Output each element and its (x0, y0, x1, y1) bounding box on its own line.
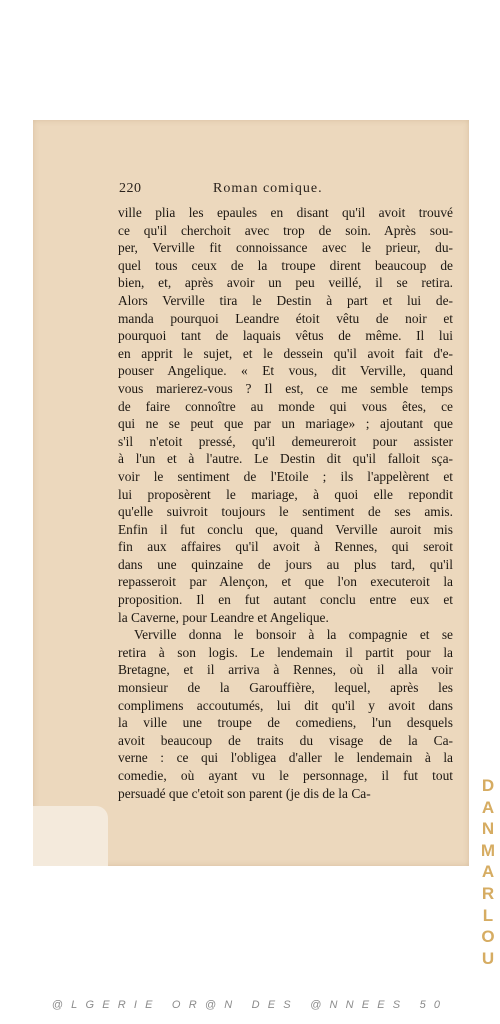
text-line: verne : ce qui l'obligea d'aller le lendemain à la (118, 750, 453, 766)
page-body (118, 204, 453, 802)
text-line: monsieur de la Garouffière, lequel, après les (118, 680, 453, 696)
text-line: repasseroit par Alençon, et que l'on executeroit la (118, 574, 453, 590)
text-line: bien, et, après avoir un peu veillé, il se retira. (118, 275, 453, 291)
text-line: Verville donna le bonsoir à la compagnie et se (134, 627, 453, 643)
text-line: qui ne se peut que par un mariage» ; ajoutant que (118, 416, 453, 432)
text-line: Enfin il fut conclu que, quand Verville auroit mis (118, 521, 453, 537)
watermark-letter: A (481, 862, 495, 882)
text-line: qu'elle suivroit toujours le sentiment de ses amis. (118, 504, 453, 520)
scanned-book-page (33, 120, 469, 866)
text-line: Alors Verville tira le Destin à part et lui de- (118, 292, 453, 308)
paper-corner (33, 806, 108, 866)
text-line: retira à son logis. Le lendemain il partit pour la (118, 644, 453, 660)
text-line: Bretagne, et il arriva à Rennes, où il alla voir (118, 662, 453, 678)
footer-watermark: @LGERIE OR@N DES @NNEES 50 (51, 999, 449, 1011)
paragraph-2 (118, 626, 453, 802)
watermark-letter: A (481, 797, 495, 817)
text-line: la Caverne, pour Leandre et Angelique. (118, 609, 329, 625)
watermark-letter: R (481, 883, 495, 903)
text-line: vous marierez-vous ? Il est, ce me semble temps (118, 380, 453, 396)
text-line: voir le sentiment de l'Etoile ; ils l'appelèrent et (118, 468, 453, 484)
watermark-letter: U (481, 948, 495, 968)
watermark-letter: N (481, 819, 495, 839)
text-line: persuadé que c'etoit son parent (je dis de la Ca- (118, 785, 371, 801)
text-line: de faire connoître au monde qui vous êtes, ce (118, 398, 453, 414)
text-line: pourquoi tant de laquais vêtus de même. Il lui (118, 328, 453, 344)
watermark-letter: M (480, 840, 496, 860)
text-line: s'il n'etoit pressé, qu'il demeureroit pour assister (118, 433, 453, 449)
text-line: la ville une troupe de comediens, l'un desquels (118, 715, 453, 731)
text-line: fin aux affaires qu'il avoit à Rennes, qui seroit (118, 539, 453, 555)
text-line: ce qu'il cherchoit avec trop de soin. Après sou- (118, 222, 453, 238)
text-line: quel tous ceux de la troupe dirent beaucoup de (118, 257, 453, 273)
text-line: en apprit le sujet, et le dessein qu'il avoit fait d'e- (118, 345, 453, 361)
text-line: pouser Angelique. « Et vous, dit Verville, quand (118, 363, 453, 379)
text-line: dans une quinzaine de jours au plus tard, qu'il (118, 556, 453, 572)
running-title: Roman comique. (213, 181, 323, 196)
watermark-letter: L (482, 905, 494, 925)
text-line: manda pourquoi Leandre étoit vêtu de noir et (118, 310, 453, 326)
text-line: ville plia les epaules en disant qu'il avoit trouvé (118, 205, 453, 220)
watermark-letter: O (481, 927, 495, 947)
text-line: per, Verville fit connoissance avec le prieur, du- (118, 240, 453, 256)
paragraph-1 (118, 204, 453, 626)
text-line: lui proposèrent le mariage, à quoi elle repondit (118, 486, 453, 502)
watermark-letter: D (481, 776, 495, 795)
text-line: proposition. Il en fut autant conclu entre eux et (118, 592, 453, 608)
text-line: avoit beaucoup de traits du visage de la Ca- (118, 732, 453, 748)
text-line: comedie, où ayant vu le personnage, il fut tout (118, 768, 453, 783)
vertical-watermark (478, 775, 498, 969)
text-line: à l'un et à l'autre. Le Destin dit qu'il falloit sça- (118, 451, 453, 467)
page-number: 220 (119, 181, 142, 196)
text-line: complimens accoutumés, lui dit qu'il y avoit dans (118, 697, 453, 713)
